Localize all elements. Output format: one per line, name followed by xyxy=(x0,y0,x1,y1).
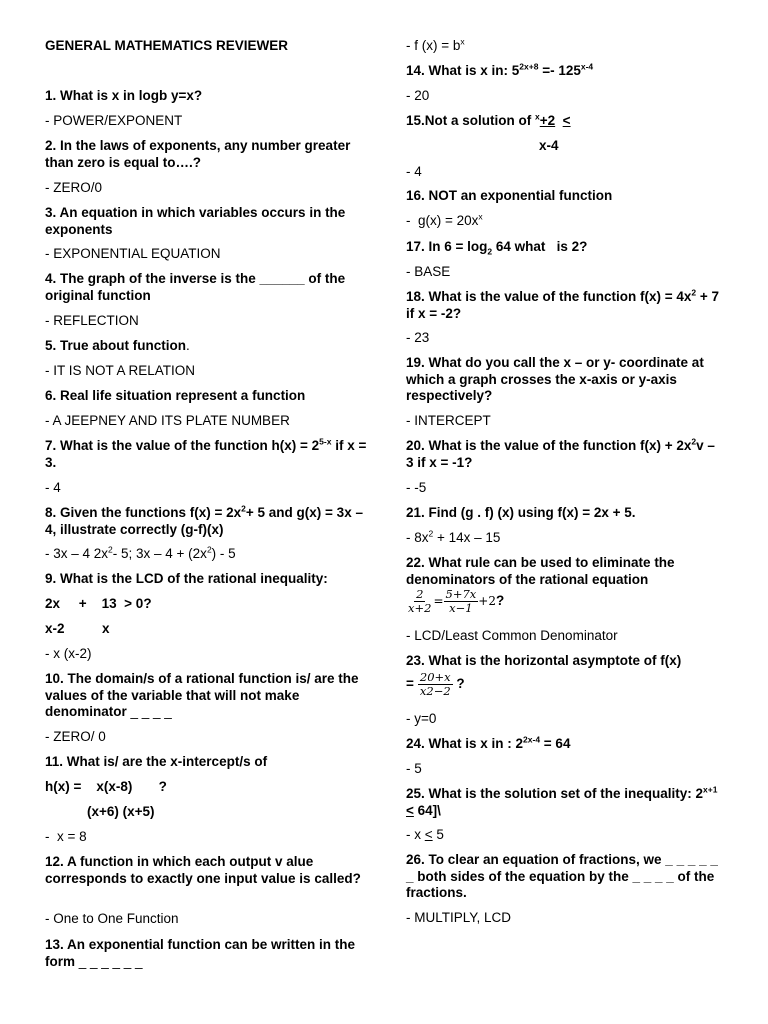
answer-23: - y=0 xyxy=(406,711,437,726)
question-25: 25. What is the solution set of the inequality: $2^{x+1}$ < 64]\ xyxy=(406,784,718,818)
question-9: 9. What is the LCD of the rational inequality: xyxy=(45,571,328,586)
answer-15: - 4 xyxy=(406,164,422,179)
answer-17: - BASE xyxy=(406,264,451,279)
answer-21: - $8x^2 + 14x - 15$ xyxy=(406,528,501,545)
question-26: 26. To clear an equation of fractions, we _ _ _ _ _ _ both sides of the equation by the _ _ _ _ of the fractions. xyxy=(406,852,718,900)
question-14: 14. What is x in: $5^{2x+8} =- 125^{x-4}$ xyxy=(406,61,594,78)
answer-16: - $g(x) = 20x^x$ xyxy=(406,211,483,228)
question-7: 7. What is the value of the function $h(x) = 2^{5-x}$ if x = 3. xyxy=(45,436,367,470)
fraction-2: $\frac{5+7x}{x-1}$ xyxy=(445,587,477,615)
answer-18: - 23 xyxy=(406,330,430,345)
question-9-expression-bottom: x-2 x xyxy=(45,621,110,636)
answer-4: - REFLECTION xyxy=(45,313,139,328)
question-11-function-bottom: (x+6) (x+5) xyxy=(87,804,155,819)
answer-9: - x (x-2) xyxy=(45,646,92,661)
question-19: 19. What do you call the x – or y- coordinate at which a graph crosses the x-axis or y-axis respectively? xyxy=(406,355,704,403)
question-15-denominator: x-4 xyxy=(539,138,559,153)
answer-20: - -5 xyxy=(406,480,427,495)
question-18: 18. What is the value of the function $f(x) = 4x^2 + 7$ if x = -2? xyxy=(406,287,720,321)
answer-22: - LCD/Least Common Denominator xyxy=(406,628,618,643)
question-20: 20. What is the value of the function $f(x) + 2x^2v - 3$ if x = -1? xyxy=(406,436,715,470)
answer-14: - 20 xyxy=(406,88,430,103)
question-5: 5. True about function. xyxy=(45,338,190,353)
question-12: 12. A function in which each output v alue corresponds to exactly one input value is called? xyxy=(45,854,361,886)
question-3: 3. An equation in which variables occurs in the exponents xyxy=(45,205,346,237)
answer-25: - x < 5 xyxy=(406,827,444,842)
question-10: 10. The domain/s of a rational function is/ are the values of the variable that will not make denominator _ _ _ _ xyxy=(45,671,359,719)
answer-1: - POWER/EXPONENT xyxy=(45,113,183,128)
answer-5: - IT IS NOT A RELATION xyxy=(45,363,196,378)
question-21: 21. Find (g . f) (x) using f(x) = 2x + 5. xyxy=(406,505,636,520)
fraction-asymptote: $\frac{20+x}{x2-2}$ xyxy=(419,670,451,698)
question-23-equation: = $\frac{20+x}{x2-2}$ ? xyxy=(406,670,465,698)
answer-11: - x = 8 xyxy=(45,829,87,844)
answer-12: - One to One Function xyxy=(45,911,179,926)
question-2: 2. In the laws of exponents, any number greater than zero is equal to….? xyxy=(45,138,351,170)
answer-3: - EXPONENTIAL EQUATION xyxy=(45,246,221,261)
question-16: 16. NOT an exponential function xyxy=(406,188,613,203)
answer-24: - 5 xyxy=(406,761,422,776)
question-22: 22. What rule can be used to eliminate the denominators of the rational equation xyxy=(406,555,675,587)
question-11-function-top: h(x) = x(x-8) ? xyxy=(45,779,167,794)
answer-7: - 4 xyxy=(45,480,61,495)
question-13: 13. An exponential function can be written in the form _ _ _ _ _ _ xyxy=(45,937,356,969)
question-9-expression-top: 2x + 13 > 0? xyxy=(45,596,152,611)
answer-26: - MULTIPLY, LCD xyxy=(406,910,512,925)
question-23: 23. What is the horizontal asymptote of f(x) xyxy=(406,653,682,668)
question-17: 17. In $6 = \log_2 64$ what is 2? xyxy=(406,239,588,257)
answer-10: - ZERO/ 0 xyxy=(45,729,106,744)
answer-13: - f $(x) = b^x$ xyxy=(406,36,465,53)
fraction-1: $\frac{2}{x+2}$ xyxy=(408,587,432,615)
question-15: 15.Not a solution of $^x$+2 < xyxy=(406,111,571,128)
answer-8: - 3x – 4 $2x^2-$ 5; $3x - 4 + (2x^2) - 5$ xyxy=(45,544,236,561)
question-1: 1. What is x in logb y=x? xyxy=(45,88,203,103)
question-8: 8. Given the functions $f(x) = 2x^2+ 5$ and g(x) = 3x – 4, illustrate correctly (g-f)(x) xyxy=(45,503,363,537)
question-4: 4. The graph of the inverse is the ______ of the original function xyxy=(45,271,346,303)
question-24: 24. What is x in : $2^{2x-4} = 64$ xyxy=(406,734,571,751)
question-6: 6. Real life situation represent a function xyxy=(45,388,306,403)
question-22-equation: $\frac{2}{x+2}$ = $\frac{5+7x}{x-1}$ +2 ? xyxy=(408,587,505,615)
page-title: GENERAL MATHEMATICS REVIEWER xyxy=(45,38,289,53)
answer-6: - A JEEPNEY AND ITS PLATE NUMBER xyxy=(45,413,290,428)
answer-19: - INTERCEPT xyxy=(406,413,491,428)
question-11: 11. What is/ are the x-intercept/s of xyxy=(45,754,268,769)
answer-2: - ZERO/0 xyxy=(45,180,103,195)
